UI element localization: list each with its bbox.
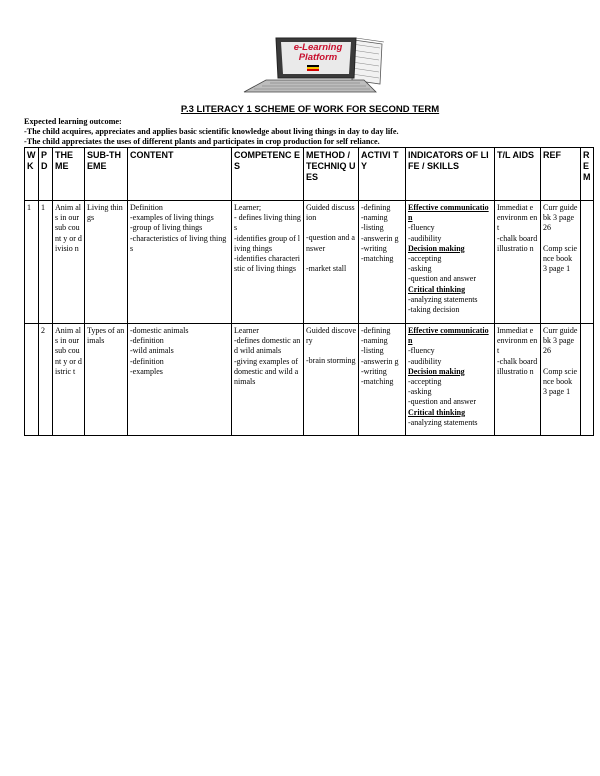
cell-rem <box>581 201 594 324</box>
cell-methods-line: -question and answer <box>306 233 355 253</box>
cell-theme: Anim als in our sub count y or distric t <box>53 324 85 436</box>
table-row <box>25 324 594 436</box>
cell-skills <box>406 201 495 324</box>
scheme-of-work-table <box>24 147 594 436</box>
col-header-aids: T/L AIDS <box>495 148 541 201</box>
cell-content-line: -examples <box>130 366 163 376</box>
skill-item: -fluency <box>408 346 435 356</box>
skill-item: -asking <box>408 264 432 274</box>
skill-item: -analyzing statements <box>408 294 478 304</box>
skill-item: -audibility <box>408 356 442 366</box>
cell-activity-line: -defining <box>361 326 391 335</box>
cell-aids-line: Immediat e environm ent <box>497 203 538 233</box>
cell-competences-line: -defines domestic and wild animals <box>234 336 301 356</box>
skill-item: -question and answer <box>408 397 476 407</box>
cell-ref <box>541 324 581 436</box>
cell-activity-line: -answerin g <box>361 356 399 366</box>
cell-content-line: -definition <box>130 336 164 346</box>
table-header-row <box>25 148 594 201</box>
cell-ref-line: Curr guide bk 3 page 26 <box>543 326 578 356</box>
cell-content-line: -definition <box>130 356 164 366</box>
col-header-activity: ACTIVI TY <box>359 148 406 201</box>
cell-activity-line: -listing <box>361 223 384 233</box>
table-row <box>25 201 594 324</box>
skill-item: -asking <box>408 387 432 397</box>
cell-aids-line: Immediat e environm ent <box>497 326 538 356</box>
skill-heading: Critical thinking <box>408 407 466 417</box>
cell-competences-line: Learner; <box>234 203 262 212</box>
cell-competences <box>232 201 304 324</box>
cell-wk: 1 <box>25 201 39 324</box>
outcome-line-1: -The child acquires, appreciates and applies basic scientific knowledge about living things in day to day life. <box>24 127 399 136</box>
cell-content-line: -group of living things <box>130 223 203 233</box>
cell-ref-line: Curr guide bk 3 page 26 <box>543 203 578 233</box>
cell-competences <box>232 324 304 436</box>
logo-text <box>286 43 350 63</box>
cell-skills <box>406 324 495 436</box>
cell-activity-line: -defining <box>361 203 391 212</box>
cell-activity-line: -matching <box>361 377 394 387</box>
cell-activity-line: -naming <box>361 336 388 346</box>
skill-item: -taking decision <box>408 305 460 315</box>
page-title: P.3 LITERACY 1 SCHEME OF WORK FOR SECOND TERM <box>180 104 440 115</box>
col-header-content: CONTENT <box>128 148 232 201</box>
cell-competences-line: -identifies group of living things <box>234 233 300 253</box>
cell-methods-line: Guided discovery <box>306 326 356 346</box>
cell-content-line: -domestic animals <box>130 326 189 335</box>
cell-methods-line: -market stall <box>306 263 347 273</box>
cell-activity-line: -naming <box>361 213 388 223</box>
logo-text-line1: e-Learning <box>293 42 343 53</box>
cell-methods-line: -brain storming <box>306 356 356 366</box>
logo-text-line2: Platform <box>298 52 338 63</box>
col-header-ref: REF <box>541 148 581 201</box>
col-header-subtheme: SUB-THEME <box>85 148 128 201</box>
col-header-theme: THE ME <box>53 148 85 201</box>
cell-activity <box>359 201 406 324</box>
cell-competences-line: Learner <box>234 326 259 335</box>
col-header-rem: R E M <box>581 148 594 201</box>
cell-methods <box>304 201 359 324</box>
cell-wk <box>25 324 39 436</box>
cell-methods-line: Guided discussion <box>306 203 355 223</box>
skill-heading: Effective communication <box>408 203 489 223</box>
cell-aids <box>495 324 541 436</box>
cell-activity-line: -listing <box>361 346 384 356</box>
skill-item: -audibility <box>408 233 442 243</box>
cell-subtheme: Living things <box>85 201 128 324</box>
skill-item: -question and answer <box>408 274 476 284</box>
col-header-indicators: INDICATORS OF LIFE / SKILLS <box>406 148 495 201</box>
skill-heading: Decision making <box>408 366 465 376</box>
skill-heading: Effective communication <box>408 326 489 346</box>
col-header-competences: COMPETENC ES <box>232 148 304 201</box>
cell-pd: 2 <box>39 324 53 436</box>
skill-item: -analyzing statements <box>408 417 478 427</box>
cell-content-line: -examples of living things <box>130 213 214 223</box>
col-header-pd: P D <box>39 148 53 201</box>
cell-ref-line: Comp science book 3 page 1 <box>543 366 577 397</box>
cell-aids <box>495 201 541 324</box>
cell-theme: Anim als in our sub count y or divisio n <box>53 201 85 324</box>
cell-activity-line: -matching <box>361 254 394 264</box>
cell-rem <box>581 324 594 436</box>
cell-aids-line: -chalk board illustratio n <box>497 356 538 376</box>
skill-heading: Decision making <box>408 243 465 253</box>
cell-activity-line: -writing <box>361 243 387 253</box>
cell-content <box>128 324 232 436</box>
skill-item: -fluency <box>408 223 435 233</box>
skill-heading: Critical thinking <box>408 284 466 294</box>
col-header-methods: METHOD / TECHNIQ UES <box>304 148 359 201</box>
cell-content <box>128 201 232 324</box>
cell-subtheme: Types of animals <box>85 324 128 436</box>
col-header-wk: W K <box>25 148 39 201</box>
cell-content-line: Definition <box>130 203 163 212</box>
cell-competences-line: -giving examples of domestic and wild animals <box>234 356 299 387</box>
cell-methods <box>304 324 359 436</box>
outcome-line-2: -The child appreciates the uses of different plants and participates in crop production for self reliance. <box>24 137 380 146</box>
skill-item: -accepting <box>408 377 442 387</box>
elearning-logo <box>236 34 386 96</box>
cell-activity <box>359 324 406 436</box>
cell-competences-line: -identifies characteristic of living things <box>234 254 300 274</box>
learning-outcome <box>24 117 594 147</box>
cell-ref-line: Comp science book 3 page 1 <box>543 243 577 274</box>
cell-competences-line: - defines living things <box>234 213 301 233</box>
cell-content-line: -characteristics of living things <box>130 233 227 253</box>
outcome-heading: Expected learning outcome: <box>24 117 122 126</box>
skill-item: -accepting <box>408 254 442 264</box>
cell-ref <box>541 201 581 324</box>
cell-activity-line: -answerin g <box>361 233 399 243</box>
cell-activity-line: -writing <box>361 366 387 376</box>
cell-aids-line: -chalk board illustratio n <box>497 233 538 253</box>
cell-pd: 1 <box>39 201 53 324</box>
cell-content-line: -wild animals <box>130 346 174 356</box>
